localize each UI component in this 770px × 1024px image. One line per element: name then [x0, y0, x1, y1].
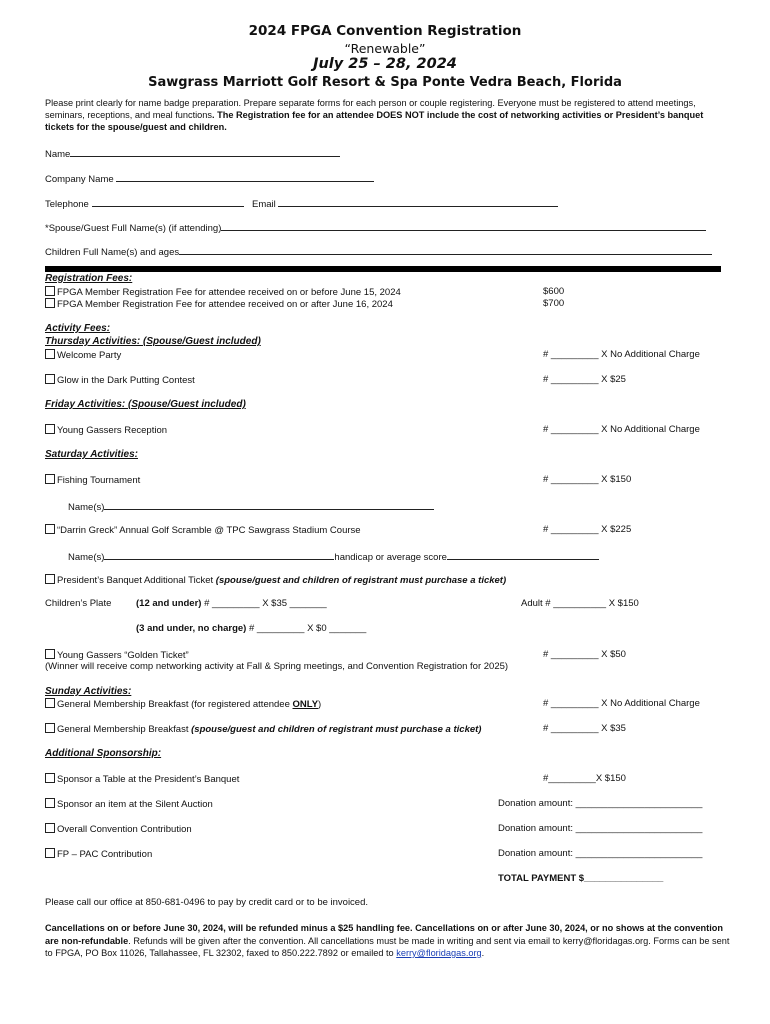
pac-contribution-item[interactable] — [45, 848, 152, 860]
adult-qty[interactable]: Adult # __________ X $150 — [521, 598, 639, 609]
email-field[interactable] — [252, 196, 558, 210]
item-note: (spouse/guest and children of registrant must purchase a ticket) — [215, 575, 507, 586]
checkbox[interactable] — [45, 574, 55, 584]
golden-ticket-note: (Winner will receive comp networking activity at Fall & Spring meetings, and Convention Registration for 2025) — [45, 661, 509, 672]
golf-scramble-qty[interactable]: # _________ X $225 — [543, 524, 632, 535]
three-under-qty: # _________ X $0 _______ — [246, 623, 367, 634]
reg-item-early[interactable] — [45, 286, 401, 298]
overall-contribution-item[interactable] — [45, 823, 192, 835]
email-label: Email — [252, 199, 276, 210]
checkbox[interactable] — [45, 773, 55, 783]
sponsor-auction-item[interactable] — [45, 798, 213, 810]
thursday-heading: Thursday Activities: (Spouse/Guest included) — [45, 336, 261, 347]
fishing-names-field[interactable] — [68, 499, 434, 513]
checkbox[interactable] — [45, 698, 55, 708]
sponsor-table-item[interactable] — [45, 773, 239, 785]
glow-putting-item[interactable] — [45, 374, 195, 386]
sponsor-auction-amount[interactable]: Donation amount: ________________________ — [498, 798, 703, 809]
golf-scramble-item[interactable] — [45, 524, 361, 536]
glow-putting-qty[interactable]: # _________ X $25 — [543, 374, 626, 385]
sponsor-table-qty[interactable]: #_________X $150 — [543, 773, 626, 784]
checkbox[interactable] — [45, 649, 55, 659]
activity-heading: Activity Fees: — [45, 323, 111, 334]
golf-names-field[interactable] — [68, 549, 599, 563]
childrens-plate-label: Children’s Plate — [45, 598, 112, 609]
checkbox[interactable] — [45, 474, 55, 484]
checkbox[interactable] — [45, 349, 55, 359]
item-label: General Membership Breakfast (for registered attendee — [57, 699, 293, 710]
children-label: Children Full Name(s) and ages — [45, 247, 180, 258]
name-field[interactable] — [45, 146, 340, 160]
telephone-field[interactable] — [45, 196, 244, 210]
checkbox[interactable] — [45, 823, 55, 833]
young-gassers-qty[interactable]: # _________ X No Additional Charge — [543, 424, 700, 435]
young-gassers-item[interactable] — [45, 424, 167, 436]
checkbox[interactable] — [45, 286, 55, 296]
three-under-label: (3 and under, no charge) — [136, 623, 247, 634]
sunday-heading: Sunday Activities: — [45, 686, 132, 697]
handicap-label: handicap or average score — [334, 552, 447, 563]
item-label: FP – PAC Contribution — [57, 849, 153, 860]
sponsorship-heading: Additional Sponsorship: — [45, 748, 162, 759]
company-field[interactable] — [45, 171, 374, 185]
checkbox[interactable] — [45, 298, 55, 308]
friday-heading: Friday Activities: (Spouse/Guest included) — [45, 399, 246, 410]
item-label: Overall Convention Contribution — [57, 824, 192, 835]
overall-contribution-amount[interactable]: Donation amount: ________________________ — [498, 823, 703, 834]
telephone-label: Telephone — [45, 199, 89, 210]
breakfast-attendee-item[interactable] — [45, 698, 321, 710]
twelve-under-label: (12 and under) — [136, 598, 202, 609]
total-payment[interactable]: TOTAL PAYMENT $_______________ — [498, 873, 664, 884]
pac-contribution-amount[interactable]: Donation amount: ________________________ — [498, 848, 703, 859]
checkbox[interactable] — [45, 524, 55, 534]
event-venue: Sawgrass Marriott Golf Resort & Spa Ponte Vedra Beach, Florida — [148, 75, 622, 90]
golden-ticket-item[interactable] — [45, 649, 189, 661]
checkbox[interactable] — [45, 424, 55, 434]
reg-item-late[interactable] — [45, 298, 393, 310]
twelve-under-qty: # _________ X $35 _______ — [201, 598, 327, 609]
reg-price-late: $700 — [543, 298, 565, 309]
breakfast-attendee-qty[interactable]: # _________ X No Additional Charge — [543, 698, 700, 709]
twelve-under-field[interactable] — [136, 598, 327, 609]
form-subtitle: “Renewable” — [344, 41, 426, 56]
reg-item-label: FPGA Member Registration Fee for attendee received on or before June 15, 2024 — [57, 287, 401, 298]
item-label: Sponsor an item at the Silent Auction — [57, 799, 213, 810]
item-label: “Darrin Greck” Annual Golf Scramble @ TPC Sawgrass Stadium Course — [57, 525, 361, 536]
banquet-ticket-item[interactable] — [45, 574, 506, 586]
payment-note: Please call our office at 850-681-0496 to pay by credit card or to be invoiced. — [45, 897, 369, 908]
item-label: President’s Banquet Additional Ticket — [57, 575, 216, 586]
event-dates: July 25 – 28, 2024 — [313, 56, 457, 72]
welcome-party-item[interactable] — [45, 349, 121, 361]
spouse-field[interactable] — [45, 220, 706, 234]
item-label: Young Gassers “Golden Ticket” — [57, 650, 189, 661]
breakfast-guest-qty[interactable]: # _________ X $35 — [543, 723, 626, 734]
fishing-item[interactable] — [45, 474, 140, 486]
checkbox[interactable] — [45, 848, 55, 858]
section-divider — [45, 266, 721, 272]
checkbox[interactable] — [45, 723, 55, 733]
registration-heading: Registration Fees: — [45, 273, 133, 284]
golden-ticket-qty[interactable]: # _________ X $50 — [543, 649, 626, 660]
email-link[interactable]: kerry@floridagas.org — [396, 948, 482, 958]
item-label-end: ) — [318, 699, 322, 710]
intro-paragraph: Please print clearly for name badge preparation. Prepare separate forms for each person or couple registering. Everyone must be registered to attend meetings, seminars, receptions, and meal functions. The Registration fee for an attendee DOES NOT include the cost of networking activities or President’s banquet tickets for the spouse/guest and children. — [45, 98, 704, 132]
checkbox[interactable] — [45, 374, 55, 384]
only-emphasis: ONLY — [292, 699, 319, 710]
reg-price-early: $600 — [543, 286, 565, 297]
reg-item-label: FPGA Member Registration Fee for attendee received on or after June 16, 2024 — [57, 299, 393, 310]
item-label: Sponsor a Table at the President’s Banquet — [57, 774, 240, 785]
company-label: Company Name — [45, 174, 114, 185]
item-label: Welcome Party — [57, 350, 122, 361]
cancellation-policy: Cancellations on or before June 30, 2024, will be refunded minus a $25 handling fee. Cancellations on or after June 30, 2024, or no shows at the convention are non-refundable. Refunds will be given after the convention. All cancellations must be made in writing and sent via email to kerry@floridagas.org. Forms can be sent to FPGA, PO Box 11026, Tallahassee, FL 32302, faxed to 850.222.7892 or emailed to kerry@floridagas.org. — [45, 923, 730, 958]
checkbox[interactable] — [45, 798, 55, 808]
form-title: 2024 FPGA Convention Registration — [248, 23, 522, 39]
name-label: Name — [45, 149, 71, 160]
breakfast-guest-item[interactable] — [45, 723, 481, 735]
fishing-qty[interactable]: # _________ X $150 — [543, 474, 632, 485]
names-label: Name(s) — [68, 502, 105, 513]
item-label: Young Gassers Reception — [57, 425, 168, 436]
item-label: Fishing Tournament — [57, 475, 141, 486]
item-label: Glow in the Dark Putting Contest — [57, 375, 195, 386]
item-note: (spouse/guest and children of registrant must purchase a ticket) — [191, 724, 482, 735]
item-label: General Membership Breakfast — [57, 724, 192, 735]
children-field[interactable] — [45, 244, 712, 258]
three-under-field[interactable] — [136, 623, 366, 634]
names-label: Name(s) — [68, 552, 105, 563]
saturday-heading: Saturday Activities: — [45, 449, 138, 460]
welcome-party-qty[interactable]: # _________ X No Additional Charge — [543, 349, 700, 360]
spouse-label: *Spouse/Guest Full Name(s) (if attending) — [45, 223, 222, 234]
